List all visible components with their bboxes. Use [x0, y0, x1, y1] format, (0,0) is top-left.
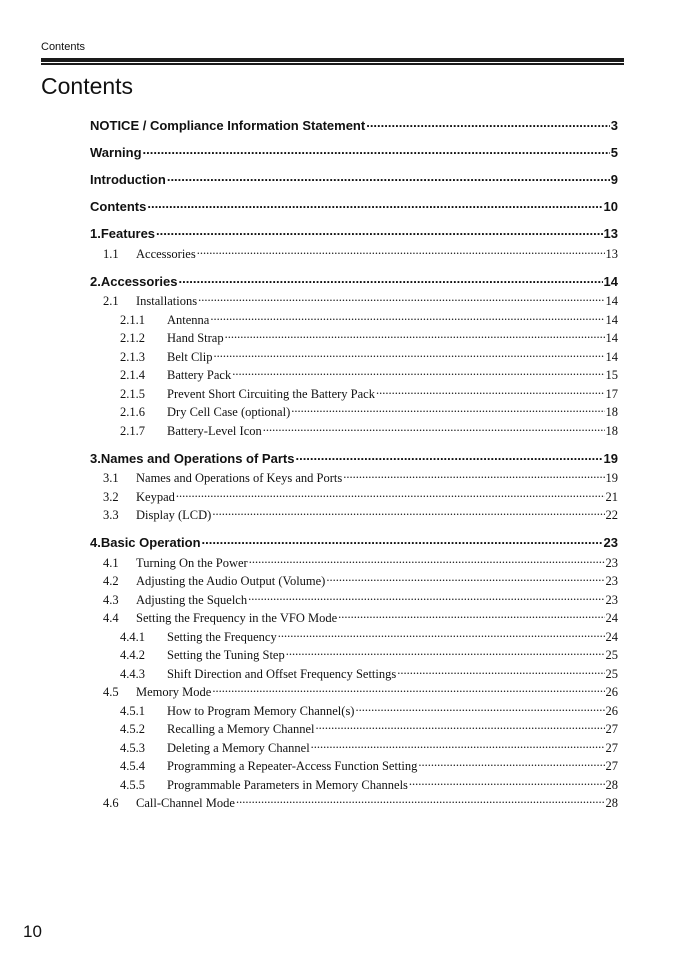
toc-entry-number: 2.1.6: [120, 405, 145, 419]
toc-entry-page: 26: [605, 703, 618, 718]
toc-entry-number: 3.1: [103, 471, 119, 485]
toc-entry-title: [90, 172, 166, 187]
toc-entry-number: 4.4.2: [120, 648, 145, 662]
toc-entry-label: Antenna: [167, 312, 210, 327]
toc-entry-label: Turning On the Power: [136, 555, 248, 570]
toc-entry[interactable]: [90, 573, 618, 592]
toc-entry-number: 4.5: [103, 685, 119, 699]
toc-entry-title: [90, 274, 177, 289]
toc-entry-number: 3.2: [103, 489, 119, 504]
toc-entry-number: 2.1.2: [120, 331, 145, 345]
toc-entry-label: Accessories: [100, 273, 178, 289]
toc-entry-label: Hand Strap: [167, 331, 224, 345]
toc-entry-title: [120, 405, 290, 420]
dot-leader: [286, 647, 605, 660]
toc-entry-number: 4.3: [103, 592, 119, 607]
toc-entry-title: [120, 313, 209, 328]
toc-entry[interactable]: [90, 385, 618, 404]
toc-entry[interactable]: [90, 171, 618, 189]
toc-entry-title: [90, 451, 294, 466]
toc-entry-title: [120, 778, 408, 793]
toc-entry-page: 14: [605, 349, 618, 364]
toc-entry-title: [103, 796, 235, 811]
toc-entry-label: Setting the Frequency in the VFO Mode: [136, 611, 338, 625]
toc-entry-number: 4.1: [103, 555, 119, 570]
toc-entry-title: [90, 118, 365, 133]
toc-entry-number: 4.5.3: [120, 740, 145, 755]
toc-entry-page: 10: [603, 199, 618, 214]
toc-entry-number: 4.4: [103, 611, 119, 625]
toc-entry-title: [120, 331, 224, 346]
toc-entry[interactable]: [90, 647, 618, 666]
toc-entry[interactable]: [90, 422, 618, 441]
toc-entry-label: Call-Channel Mode: [136, 796, 235, 810]
dot-leader: [156, 225, 602, 238]
dot-leader: [249, 554, 605, 567]
dot-leader: [202, 534, 603, 547]
toc-entry-title: [120, 630, 277, 645]
toc-entry-page: 19: [605, 471, 618, 485]
dot-leader: [343, 470, 604, 483]
toc-entry-title: [103, 685, 211, 700]
toc-entry-number: 2.1.3: [120, 349, 145, 364]
toc-entry[interactable]: [90, 795, 618, 814]
toc-entry-number: 2.1.1: [120, 312, 145, 327]
toc-entry-title: [103, 508, 211, 523]
toc-entry-number: 4.2: [103, 574, 119, 588]
toc-entry-label: NOTICE / Compliance Information Statement: [90, 118, 366, 133]
toc-entry-number: 2.: [90, 273, 101, 289]
toc-entry-label: Adjusting the Squelch: [136, 592, 248, 607]
toc-entry-page: 25: [605, 666, 618, 681]
toc-entry-number: 1.: [90, 226, 101, 241]
toc-entry-page: 28: [605, 777, 618, 792]
toc-entry-title: [120, 704, 354, 719]
dot-leader: [376, 385, 605, 398]
toc-entry-number: 3.: [90, 450, 101, 466]
toc-entry-label: Dry Cell Case (optional): [167, 405, 291, 419]
dot-leader: [232, 367, 604, 380]
dot-leader: [263, 422, 605, 435]
toc-entry-title: [103, 294, 197, 309]
toc-entry[interactable]: [90, 470, 618, 489]
toc-entry-label: Prevent Short Circuiting the Battery Pack: [167, 386, 375, 401]
page-number: 10: [23, 922, 42, 941]
toc-entry-page: 17: [605, 386, 618, 401]
toc-entry-label: Deleting a Memory Channel: [167, 740, 310, 755]
header-rule-thin: [41, 63, 624, 65]
toc-entry-title: [120, 424, 262, 439]
toc-entry-number: 4.5.2: [120, 722, 145, 736]
toc-entry-label: Keypad: [136, 489, 175, 504]
dot-leader: [197, 245, 605, 258]
toc-entry-page: 14: [605, 331, 618, 345]
toc-entry-page: 14: [603, 273, 618, 289]
dot-leader: [176, 488, 605, 501]
toc-entry[interactable]: [90, 665, 618, 684]
toc-entry-title: [103, 593, 247, 608]
toc-entry-label: Introduction: [90, 172, 166, 187]
toc-entry-title: [103, 556, 248, 571]
toc-entry[interactable]: [90, 245, 618, 264]
toc-entry-title: [120, 759, 417, 774]
toc-entry-page: 5: [610, 145, 618, 160]
toc-entry-page: 28: [605, 796, 618, 810]
toc-entry-number: 4.5.4: [120, 759, 145, 773]
toc-entry[interactable]: [90, 684, 618, 703]
dot-leader: [167, 171, 610, 184]
dot-leader: [418, 758, 604, 771]
toc-entry[interactable]: [90, 404, 618, 423]
toc-entry-label: Battery-Level Icon: [167, 423, 262, 438]
toc-entry-page: 26: [605, 685, 618, 699]
toc-entry-page: 27: [605, 722, 618, 736]
dot-leader: [311, 739, 605, 752]
toc-entry-label: Memory Mode: [136, 685, 212, 699]
toc-entry-label: Warning: [90, 145, 142, 160]
toc-entry-label: Belt Clip: [167, 349, 213, 364]
toc-entry-page: 27: [605, 759, 618, 773]
toc-entry[interactable]: [90, 330, 618, 349]
toc-entry-title: [90, 145, 142, 160]
toc-entry[interactable]: [90, 776, 618, 795]
dot-leader: [248, 591, 604, 604]
toc-entry-page: 23: [605, 574, 618, 588]
toc-entry-number: 1.1: [103, 246, 119, 261]
toc-entry-title: [103, 490, 175, 505]
toc-entry[interactable]: [90, 367, 618, 386]
dot-leader: [212, 684, 604, 697]
toc-entry-title: [120, 648, 285, 663]
toc-entry-page: 9: [610, 172, 618, 187]
toc-entry-label: Setting the Tuning Step: [167, 648, 285, 662]
toc-entry-label: Names and Operations of Keys and Ports: [136, 471, 343, 485]
toc-entry-page: 15: [605, 368, 618, 382]
toc-entry-label: Names and Operations of Parts: [100, 450, 295, 466]
dot-leader: [278, 628, 605, 641]
toc-entry-title: [90, 535, 201, 550]
dot-leader: [316, 721, 605, 734]
toc-entry[interactable]: [90, 273, 618, 291]
dot-leader: [214, 348, 605, 361]
toc-entry-title: [103, 611, 337, 626]
toc-entry-label: How to Program Memory Channel(s): [167, 703, 355, 718]
dot-leader: [178, 273, 602, 286]
toc-entry-number: 2.1: [103, 294, 119, 308]
toc-entry-number: 2.1.4: [120, 368, 145, 382]
toc-entry[interactable]: [90, 610, 618, 629]
toc-entry-number: 4.5.5: [120, 777, 145, 792]
toc-entry-label: Recalling a Memory Channel: [167, 722, 315, 736]
dot-leader: [210, 311, 604, 324]
toc-entry-label: Basic Operation: [100, 535, 201, 550]
dot-leader: [355, 702, 604, 715]
toc-entry-title: [120, 741, 310, 756]
toc-entry[interactable]: [90, 534, 618, 552]
toc-entry-title: [90, 199, 146, 214]
toc-entry-page: 24: [605, 611, 618, 625]
table-of-contents: [90, 117, 618, 813]
toc-entry-page: 19: [603, 450, 618, 466]
toc-entry-page: 18: [605, 423, 618, 438]
toc-entry-number: 4.6: [103, 796, 119, 810]
dot-leader: [326, 573, 604, 586]
dot-leader: [198, 293, 604, 306]
dot-leader: [366, 117, 610, 130]
toc-entry-page: 13: [605, 246, 618, 261]
dot-leader: [338, 610, 604, 623]
toc-entry[interactable]: [90, 758, 618, 777]
toc-entry[interactable]: [90, 591, 618, 610]
toc-entry[interactable]: [90, 721, 618, 740]
toc-entry-label: Battery Pack: [167, 368, 232, 382]
toc-entry-number: 4.4.1: [120, 629, 145, 644]
toc-entry-title: [103, 574, 325, 589]
toc-entry[interactable]: [90, 488, 618, 507]
toc-entry-label: Programming a Repeater-Access Function Setting: [167, 759, 418, 773]
toc-entry-label: Shift Direction and Offset Frequency Settings: [167, 666, 397, 681]
running-head: Contents: [41, 41, 86, 53]
toc-entry-title: [120, 387, 375, 402]
toc-entry-title: [120, 368, 231, 383]
toc-entry-number: 2.1.7: [120, 423, 145, 438]
dot-leader: [147, 198, 602, 211]
toc-entry-label: Features: [100, 226, 156, 241]
toc-entry-page: 14: [605, 294, 618, 308]
dot-leader: [409, 776, 605, 789]
dot-leader: [397, 665, 604, 678]
toc-entry[interactable]: [90, 198, 618, 216]
toc-entry-title: [120, 667, 396, 682]
toc-entry-number: 4.5.1: [120, 703, 145, 718]
dot-leader: [295, 450, 602, 463]
toc-entry-title: [120, 722, 315, 737]
toc-entry-number: 2.1.5: [120, 386, 145, 401]
toc-entry-page: 18: [605, 405, 618, 419]
toc-entry[interactable]: [90, 311, 618, 330]
toc-entry-page: 13: [603, 226, 618, 241]
toc-entry-title: [103, 247, 196, 262]
dot-leader: [236, 795, 605, 808]
toc-entry-page: 23: [605, 555, 618, 570]
header-rule-thick: [41, 58, 624, 62]
toc-entry[interactable]: [90, 450, 618, 468]
toc-entry-page: 24: [605, 629, 618, 644]
toc-entry-label: Installations: [136, 294, 198, 308]
toc-entry-page: 23: [605, 592, 618, 607]
dot-leader: [225, 330, 605, 343]
toc-entry[interactable]: [90, 144, 618, 162]
toc-entry-page: 22: [605, 508, 618, 522]
page-title: Contents: [41, 73, 134, 99]
toc-entry-page: 21: [605, 489, 618, 504]
toc-entry[interactable]: [90, 293, 618, 312]
toc-entry-page: 25: [605, 648, 618, 662]
toc-entry[interactable]: [90, 554, 618, 573]
toc-entry-label: Adjusting the Audio Output (Volume): [136, 574, 326, 588]
toc-entry-page: 27: [605, 740, 618, 755]
dot-leader: [212, 507, 604, 520]
toc-entry-page: 3: [610, 118, 618, 133]
toc-entry-label: Setting the Frequency: [167, 629, 277, 644]
toc-entry-page: 14: [605, 312, 618, 327]
toc-entry-label: Accessories: [136, 246, 196, 261]
toc-entry[interactable]: [90, 702, 618, 721]
toc-entry[interactable]: [90, 739, 618, 758]
toc-entry-title: [103, 471, 342, 486]
dot-leader: [291, 404, 604, 417]
toc-entry[interactable]: [90, 348, 618, 367]
toc-entry-title: [90, 226, 155, 241]
toc-entry-title: [120, 350, 213, 365]
toc-entry-label: Contents: [90, 199, 147, 214]
toc-entry-label: Programmable Parameters in Memory Channels: [167, 777, 408, 792]
toc-entry[interactable]: [90, 117, 618, 135]
toc-entry-page: 23: [603, 535, 618, 550]
toc-entry[interactable]: [90, 225, 618, 243]
toc-entry-number: 3.3: [103, 508, 119, 522]
toc-entry-label: Display (LCD): [136, 508, 212, 522]
toc-entry[interactable]: [90, 628, 618, 647]
toc-entry[interactable]: [90, 507, 618, 526]
toc-entry-number: 4.4.3: [120, 666, 145, 681]
dot-leader: [143, 144, 610, 157]
toc-entry-number: 4.: [90, 535, 101, 550]
